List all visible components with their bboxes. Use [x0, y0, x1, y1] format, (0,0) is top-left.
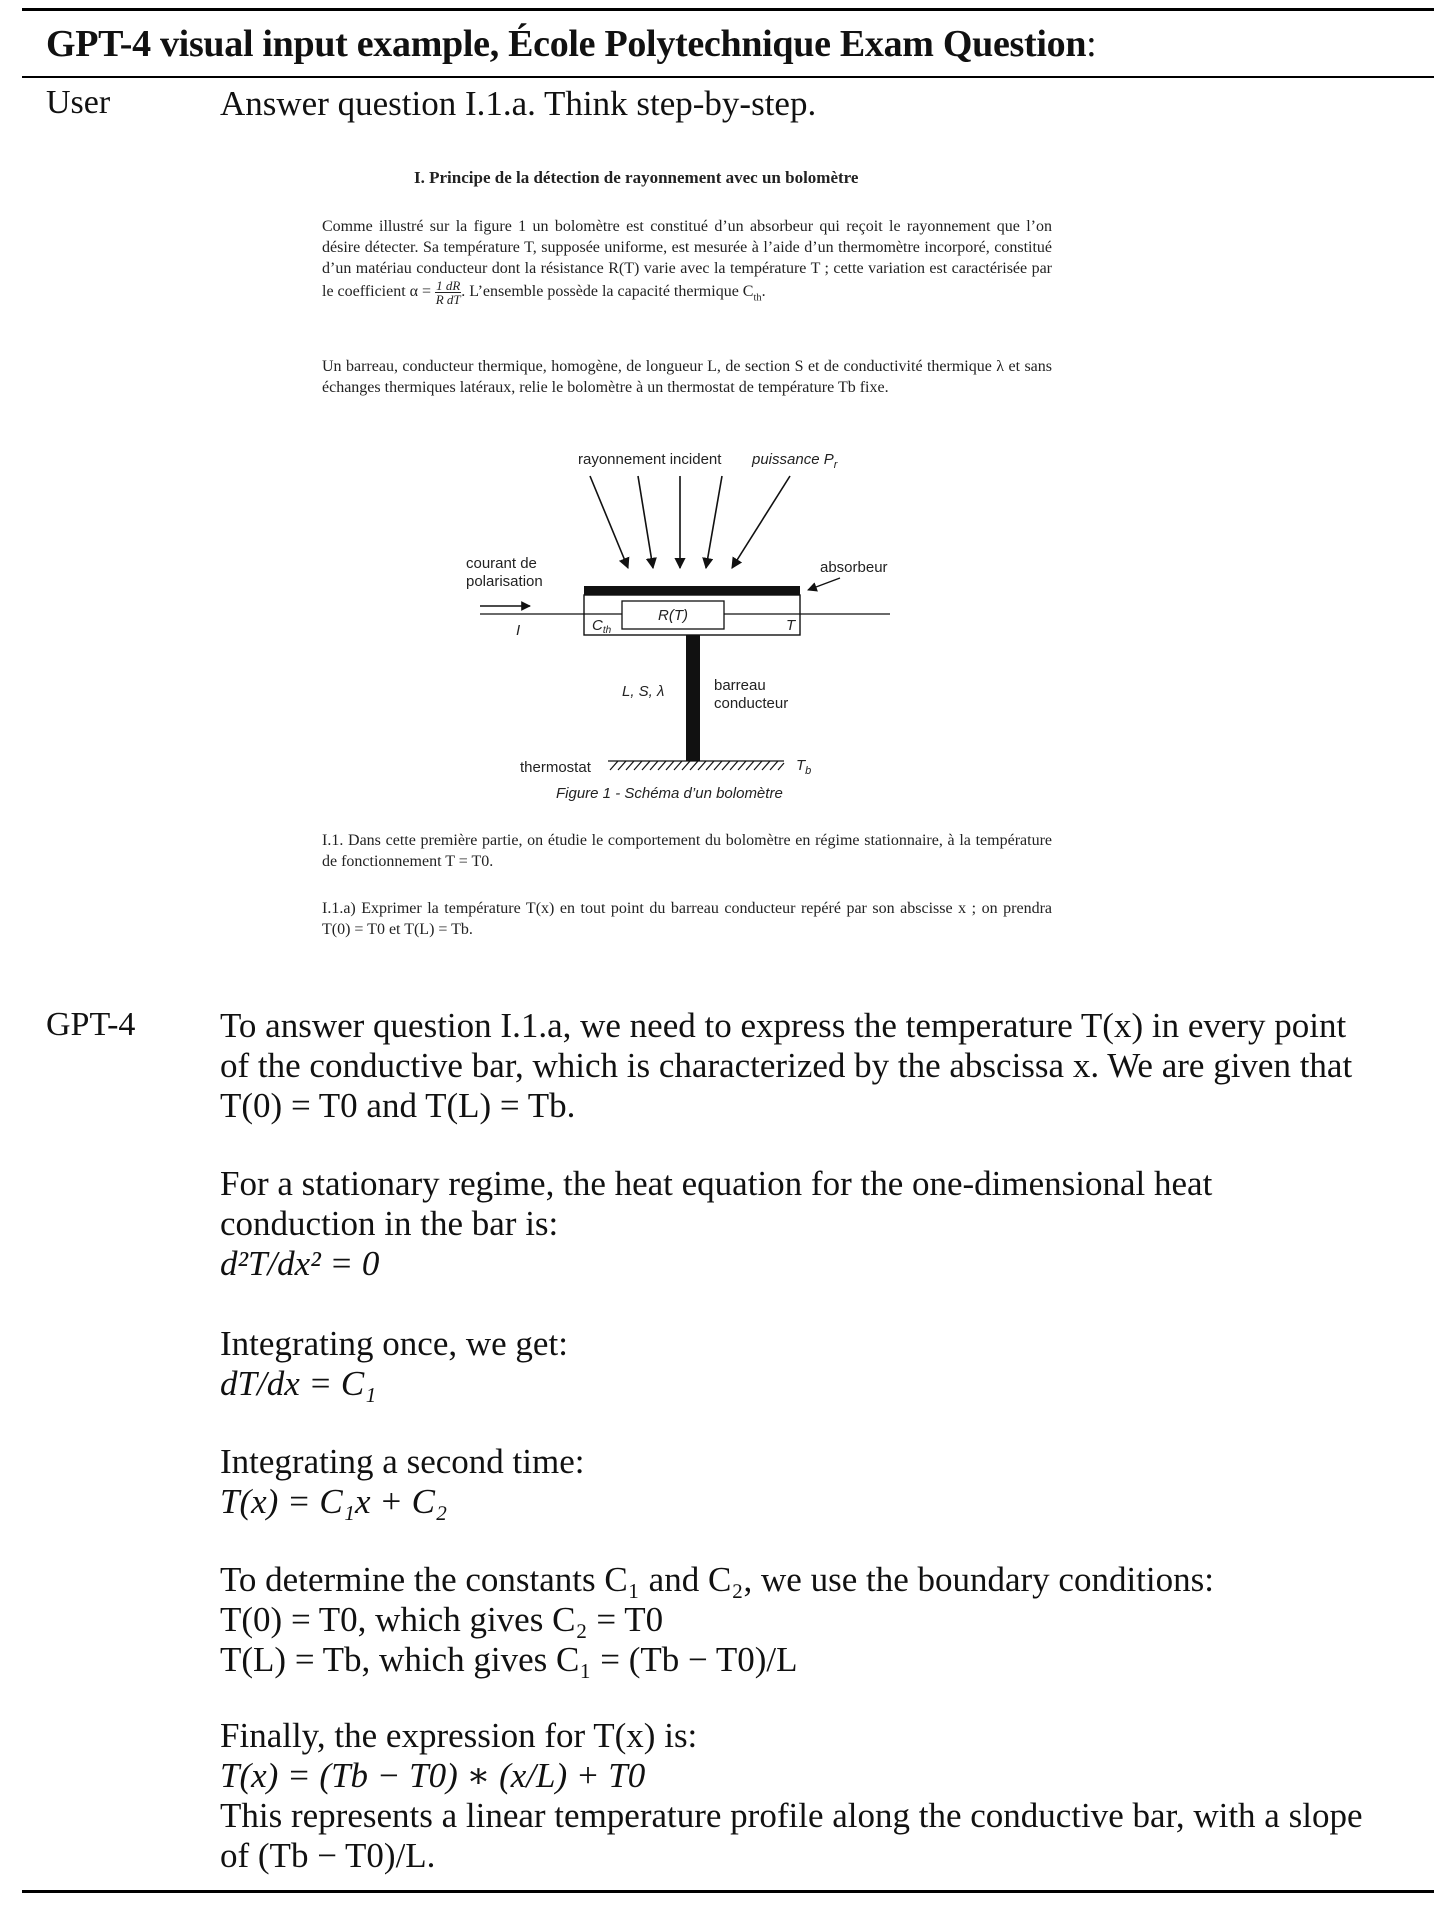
label-bar-1: barreau	[714, 677, 766, 694]
response-paragraph-4: Integrating a second time: T(x) = C₁x + C₂	[220, 1442, 1400, 1522]
label-incident-radiation: rayonnement incident	[578, 451, 722, 468]
exam-paragraph-1: Comme illustré sur la figure 1 un bolomètre est constitué d’un absorbeur qui reçoit le rayonnement que l’on désire détecter. Sa température T, supposée uniforme, est mesurée à l’aide d’un thermomètre incorporé, constitué d’un matériau conducteur dont la résistance R(T) varie avec la température T ; cette variation est caractérisée par le coefficient α = $\frac{1 dR}{\text{R dT}}$ . L’ensemble possède la capacité thermique $C_{th}$.	[322, 218, 1053, 307]
exam-paragraph-2: Un barreau, conducteur thermique, homogène, de longueur L, de section S et de conductivité thermique λ et sans échanges thermiques latéraux, relie le bolomètre à un thermostat de température Tb fixe.	[322, 358, 1052, 396]
label-current-2: polarisation	[466, 573, 543, 590]
label-power: puissance $P_r$	[752, 451, 838, 471]
label-current-1: courant de	[466, 555, 537, 572]
response-paragraph-1: To answer question I.1.a, we need to express the temperature T(x) in every point of the conductive bar, which is characterized by the abscissa x. We are given that T(0) = T0 and T(L) = Tb.	[220, 1006, 1353, 1125]
exam-heading: I. Principe de la détection de rayonnement avec un bolomètre	[414, 168, 859, 187]
response-paragraph-6: Finally, the expression for T(x) is: T(x) = (Tb − T0) ∗ (x/L) + T0 This represents a linear temperature profile along the conductive bar, with a slope of (Tb − T0)/L.	[220, 1716, 1400, 1876]
response-paragraph-5: To determine the constants C₁ and C₂, we use the boundary conditions: T(0) = T0, which gives C₂ = T0 T(L) = Tb, which gives C₁ = (Tb − T0)/L	[220, 1560, 1400, 1680]
boundary-condition-l: T(L) = Tb, which gives C₁ = (Tb − T0)/L	[220, 1640, 798, 1679]
first-integral-equation: dT/dx = C₁	[220, 1364, 377, 1403]
conductive-bar	[686, 635, 700, 761]
bottom-rule	[22, 1890, 1434, 1893]
user-role-label: User	[46, 84, 111, 121]
gpt4-role-label: GPT-4	[46, 1006, 136, 1043]
absorber-pointer	[808, 578, 840, 590]
label-rt: R(T)	[658, 607, 688, 624]
label-i: I	[516, 622, 521, 639]
label-thermostat: thermostat	[520, 759, 591, 776]
header-rule	[22, 76, 1434, 78]
boundary-condition-0: T(0) = T0, which gives C₂ = T0	[220, 1600, 664, 1639]
radiation-arrows	[590, 476, 790, 568]
bolometer-figure	[460, 440, 920, 820]
response-paragraph-2: For a stationary regime, the heat equation for the one-dimensional heat conduction in the bar is: d²T/dx² = 0	[220, 1164, 1400, 1284]
second-integral-equation: T(x) = C₁x + C₂	[220, 1482, 448, 1521]
final-expression: T(x) = (Tb − T0) ∗ (x/L) + T0	[220, 1756, 646, 1795]
label-t: T	[786, 617, 796, 634]
page-title: GPT-4 visual input example, École Polytechnique Exam Question:	[46, 23, 1097, 65]
response-paragraph-3: Integrating once, we get: dT/dx = C₁	[220, 1324, 1400, 1404]
label-bar-2: conducteur	[714, 695, 789, 712]
figure-caption: Figure 1 - Schéma d’un bolomètre	[556, 785, 783, 802]
exam-paragraph-3: I.1. Dans cette première partie, on étudie le comportement du bolomètre en régime stationnaire, à la température de fonctionnement T = T0.	[322, 832, 1052, 870]
label-lsl: L, S, λ	[622, 683, 665, 700]
user-prompt: Answer question I.1.a. Think step-by-step.	[220, 84, 817, 123]
label-cth: $C_{th}$	[592, 617, 612, 636]
exam-question-i1a: I.1.a) Exprimer la température T(x) en tout point du barreau conducteur repéré par son abscisse x ; on prendra T(0) = T0 et T(L) = Tb.	[322, 900, 1052, 938]
alpha-fraction: $\frac{1 dR}{\text{R dT}}$	[435, 278, 461, 307]
heat-equation: d²T/dx² = 0	[220, 1244, 380, 1283]
label-absorber: absorbeur	[820, 559, 888, 576]
thermostat-ground	[608, 761, 784, 770]
top-rule	[22, 8, 1434, 11]
label-tb: $T_b$	[796, 757, 812, 777]
absorber-plate	[584, 586, 800, 595]
